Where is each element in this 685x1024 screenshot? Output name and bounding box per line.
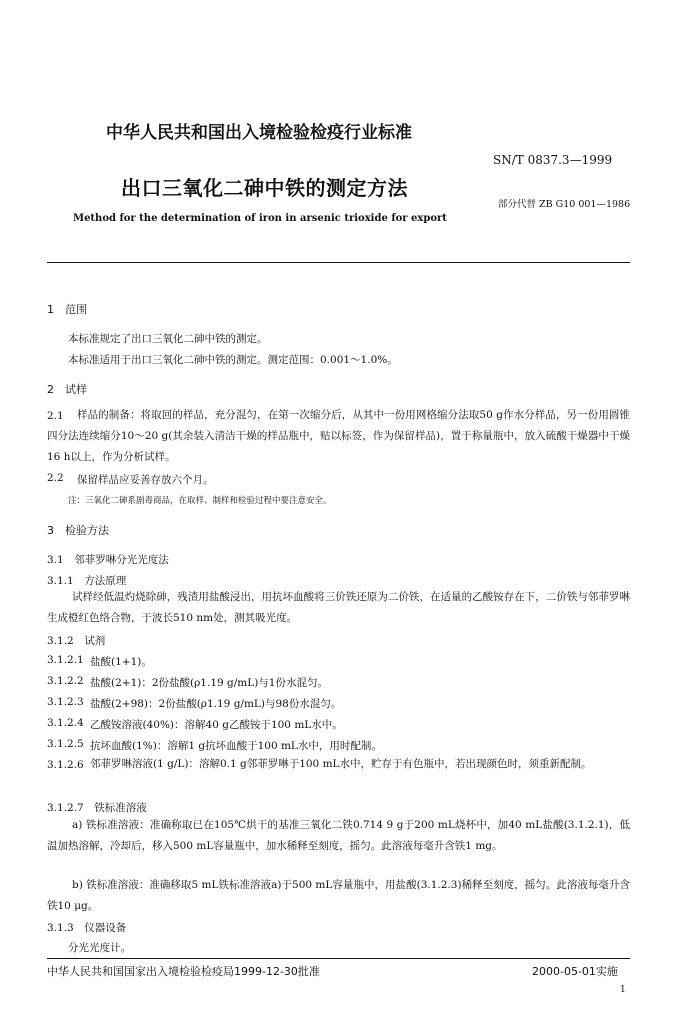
standard-solution-a: a) 铁标准溶液：准确称取已在105℃烘干的基准三氧化二铁0.714 9 g于200 mL烧杯中，加40 mL盐酸(3.1.2.1)，低温加热溶解，冷却后，移入500 mL容量瓶中，加水稀释至刻度，摇匀。此溶液每毫升含铁1 mg。 <box>47 819 630 852</box>
instrument-text: 分光光度计。 <box>68 942 131 954</box>
reagent-text: 乙酸铵溶液(40%)：溶解40 g乙酸铵于100 mL水中。 <box>90 719 343 731</box>
reagent-number: 3.1.2.4 <box>47 717 84 729</box>
footer-divider <box>47 958 630 959</box>
reagent-text: 盐酸(2+98)：2份盐酸(ρ1.19 g/mL)与98份水混匀。 <box>90 698 342 710</box>
clause-2-1-number: 2.1 <box>47 410 64 422</box>
clause-2-1-text: 样品的制备：将取回的样品，充分混匀，在第一次缩分后，从其中一份用网格缩分法取50 g作水分样品，另一份用圆锥四分法连续缩分10～20 g(其余装入清洁干燥的样品瓶中，贴以标签，作为保留样品)，置于称量瓶中，放入硫酸干燥器中干燥16 h以上，作为分析试样。 <box>47 409 630 463</box>
title-en: Method for the determination of iron in arsenic trioxide for export <box>73 213 447 224</box>
standard-solution-b: b) 铁标准溶液：准确移取5 mL铁标准溶液a)于500 mL容量瓶中，用盐酸(3.1.2.3)稀释至刻度，摇匀。此溶液每毫升含铁10 μg。 <box>47 879 630 912</box>
reagent-text: 盐酸(2+1)：2份盐酸(ρ1.19 g/mL)与1份水混匀。 <box>90 677 328 689</box>
section-2-heading: 2 试样 <box>47 383 87 396</box>
clause-3-1-2: 3.1.2 试剂 <box>47 635 106 647</box>
reagent-number: 3.1.2.5 <box>47 738 84 750</box>
header-divider <box>47 262 630 263</box>
standard-code: SN/T 0837.3—1999 <box>493 153 613 167</box>
principle-text: 试样经低温灼烧除砷，残渣用盐酸浸出，用抗坏血酸将三价铁还原为二价铁，在适量的乙酸铵存在下，二价铁与邻菲罗啉生成橙红色络合物，于波长510 nm处，测其吸光度。 <box>47 591 630 624</box>
reagent-6-number: 3.1.2.6 <box>47 759 84 771</box>
clause-3-1-2-7: 3.1.2.7 铁标准溶液 <box>47 802 147 814</box>
section-3-heading: 3 检验方法 <box>47 524 109 537</box>
reagent-text: 盐酸(1+1)。 <box>90 656 152 668</box>
section-1-para-1: 本标准规定了出口三氧化二砷中铁的测定。 <box>68 333 268 345</box>
standard-category: 中华人民共和国出入境检验检疫行业标准 <box>106 123 412 143</box>
clause-3-1: 3.1 邻菲罗啉分光光度法 <box>47 554 169 566</box>
section-1-heading: 1 范围 <box>47 303 87 316</box>
reagent-number: 3.1.2.3 <box>47 696 84 708</box>
reagent-number: 3.1.2.2 <box>47 675 84 687</box>
clause-3-1-1: 3.1.1 方法原理 <box>47 575 127 587</box>
reagent-6-text: 邻菲罗啉溶液(1 g/L)：溶解0.1 g邻菲罗啉于100 mL水中，贮存于有色瓶中，若出现颜色时，须重新配制。 <box>90 758 592 770</box>
effective-date: 2000-05-01实施 <box>532 965 618 978</box>
clause-2-2-number: 2.2 <box>47 472 64 484</box>
clause-2-2-text: 保留样品应妥善存放六个月。 <box>77 474 214 486</box>
reagent-text: 抗坏血酸(1%)：溶解1 g抗坏血酸于100 mL水中，用时配制。 <box>90 740 382 752</box>
section-1-para-2: 本标准适用于出口三氧化二砷中铁的测定。测定范围：0.001～1.0%。 <box>68 354 398 366</box>
approval-line: 中华人民共和国国家出入境检验检疫局1999-12-30批准 <box>47 965 320 978</box>
safety-note: 注：三氧化二砷系剧毒商品，在取样、制样和检验过程中要注意安全。 <box>68 496 332 506</box>
title-cn: 出口三氧化二砷中铁的测定方法 <box>121 176 408 200</box>
reagent-number: 3.1.2.1 <box>47 654 84 666</box>
replaces-note: 部分代替 ZB G10 001—1986 <box>498 199 631 210</box>
clause-3-1-3: 3.1.3 仪器设备 <box>47 922 127 934</box>
page-number: 1 <box>620 985 626 995</box>
